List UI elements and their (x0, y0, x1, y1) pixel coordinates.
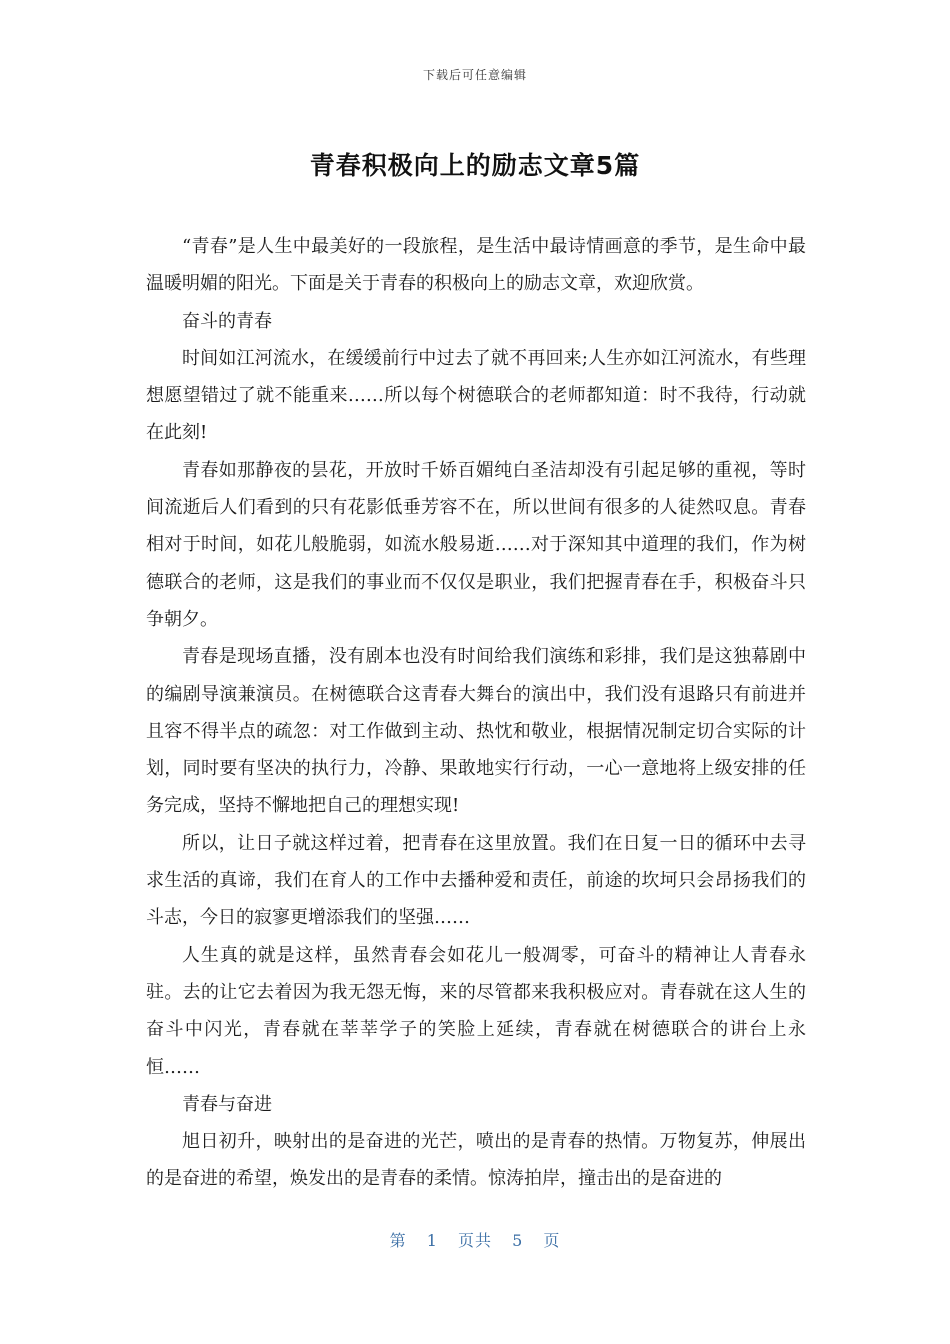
document-body (146, 228, 806, 1198)
paragraph: 时间如江河流水，在缓缓前行中过去了就不再回来;人生亦如江河流水，有些理想愿望错过了就不能重来……所以每个树德联合的老师都知道：时不我待，行动就在此刻! (146, 347, 806, 444)
page-header: 下载后可任意编辑 (422, 68, 527, 82)
paragraph: 人生真的就是这样，虽然青春会如花儿一般凋零，可奋斗的精神让人青春永驻。去的让它去着因为我无怨无悔，来的尽管都来我积极应对。青春就在这人生的奋斗中闪光，青春就在莘莘学子的笑脸上延续，青春就在树德联合的讲台上永恒…… (146, 944, 806, 1078)
paragraph: 青春如那静夜的昙花，开放时千娇百媚纯白圣洁却没有引起足够的重视，等时间流逝后人们看到的只有花影低垂芳容不在，所以世间有很多的人徒然叹息。青春相对于时间，如花儿般脆弱，如流水般易逝……对于深知其中道理的我们，作为树德联合的老师，这是我们的事业而不仅仅是职业，我们把握青春在手，积极奋斗只争朝夕。 (146, 459, 806, 630)
paragraph: 青春是现场直播，没有剧本也没有时间给我们演练和彩排，我们是这独幕剧中的编剧导演兼演员。在树德联合这青春大舞台的演出中，我们没有退路只有前进并且容不得半点的疏忽：对工作做到主动、热忱和敬业，根据情况制定切合实际的计划，同时要有坚决的执行力，冷静、果敢地实行行动，一心一意地将上级安排的任务完成，坚持不懈地把自己的理想实现! (146, 646, 806, 817)
footer-middle: 页共 (457, 1231, 492, 1250)
document-title: 青春积极向上的励志文章5篇 (309, 151, 641, 180)
section-heading: 青春与奋进 (182, 1093, 272, 1115)
footer-prefix: 第 (389, 1231, 407, 1250)
footer-total-pages: 5 (512, 1231, 524, 1250)
footer-suffix: 页 (543, 1231, 561, 1250)
page-footer (0, 1228, 950, 1251)
footer-page-number: 1 (426, 1231, 438, 1250)
paragraph: 旭日初升，映射出的是奋进的光芒，喷出的是青春的热情。万物复苏，伸展出的是奋进的希望，焕发出的是青春的柔情。惊涛拍岸，撞击出的是奋进的 (146, 1131, 806, 1190)
section-heading: 奋斗的青春 (182, 310, 272, 332)
paragraph-intro: “青春”是人生中最美好的一段旅程，是生活中最诗情画意的季节，是生命中最温暖明媚的阳光。下面是关于青春的积极向上的励志文章，欢迎欣赏。 (146, 236, 806, 295)
paragraph: 所以，让日子就这样过着，把青春在这里放置。我们在日复一日的循环中去寻求生活的真谛，我们在育人的工作中去播种爱和责任，前途的坎坷只会昂扬我们的斗志，今日的寂寥更增添我们的坚强…… (146, 832, 806, 929)
